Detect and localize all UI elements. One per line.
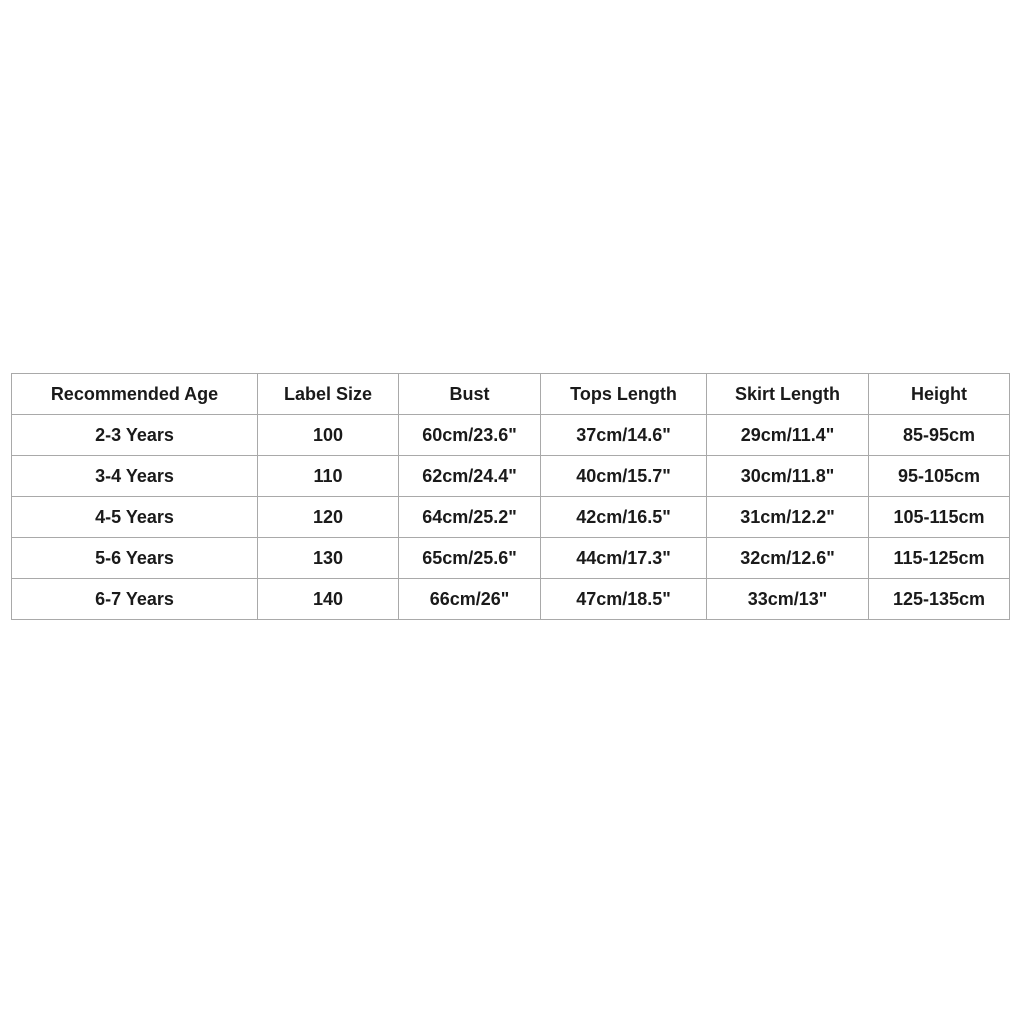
cell-bust: 66cm/26" (399, 579, 541, 620)
cell-tops-length: 37cm/14.6" (541, 415, 707, 456)
header-row (12, 374, 1010, 415)
cell-height: 115-125cm (869, 538, 1010, 579)
cell-label-size: 130 (258, 538, 399, 579)
cell-label-size: 140 (258, 579, 399, 620)
cell-label-size: 120 (258, 497, 399, 538)
cell-bust: 64cm/25.2" (399, 497, 541, 538)
cell-skirt-length: 29cm/11.4" (707, 415, 869, 456)
cell-tops-length: 44cm/17.3" (541, 538, 707, 579)
cell-bust: 62cm/24.4" (399, 456, 541, 497)
size-chart-table (11, 373, 1010, 620)
cell-bust: 60cm/23.6" (399, 415, 541, 456)
cell-height: 95-105cm (869, 456, 1010, 497)
table-row (12, 497, 1010, 538)
cell-tops-length: 42cm/16.5" (541, 497, 707, 538)
cell-recommended-age: 6-7 Years (12, 579, 258, 620)
cell-recommended-age: 5-6 Years (12, 538, 258, 579)
cell-recommended-age: 4-5 Years (12, 497, 258, 538)
table-row (12, 456, 1010, 497)
table-row (12, 415, 1010, 456)
table-row (12, 579, 1010, 620)
cell-tops-length: 40cm/15.7" (541, 456, 707, 497)
header-label-size: Label Size (258, 374, 399, 415)
cell-skirt-length: 33cm/13" (707, 579, 869, 620)
cell-height: 125-135cm (869, 579, 1010, 620)
cell-skirt-length: 31cm/12.2" (707, 497, 869, 538)
cell-tops-length: 47cm/18.5" (541, 579, 707, 620)
cell-height: 85-95cm (869, 415, 1010, 456)
cell-recommended-age: 3-4 Years (12, 456, 258, 497)
table-row (12, 538, 1010, 579)
header-recommended-age: Recommended Age (12, 374, 258, 415)
cell-skirt-length: 32cm/12.6" (707, 538, 869, 579)
header-tops-length: Tops Length (541, 374, 707, 415)
header-bust: Bust (399, 374, 541, 415)
cell-bust: 65cm/25.6" (399, 538, 541, 579)
cell-recommended-age: 2-3 Years (12, 415, 258, 456)
header-height: Height (869, 374, 1010, 415)
cell-skirt-length: 30cm/11.8" (707, 456, 869, 497)
cell-label-size: 100 (258, 415, 399, 456)
cell-label-size: 110 (258, 456, 399, 497)
header-skirt-length: Skirt Length (707, 374, 869, 415)
cell-height: 105-115cm (869, 497, 1010, 538)
